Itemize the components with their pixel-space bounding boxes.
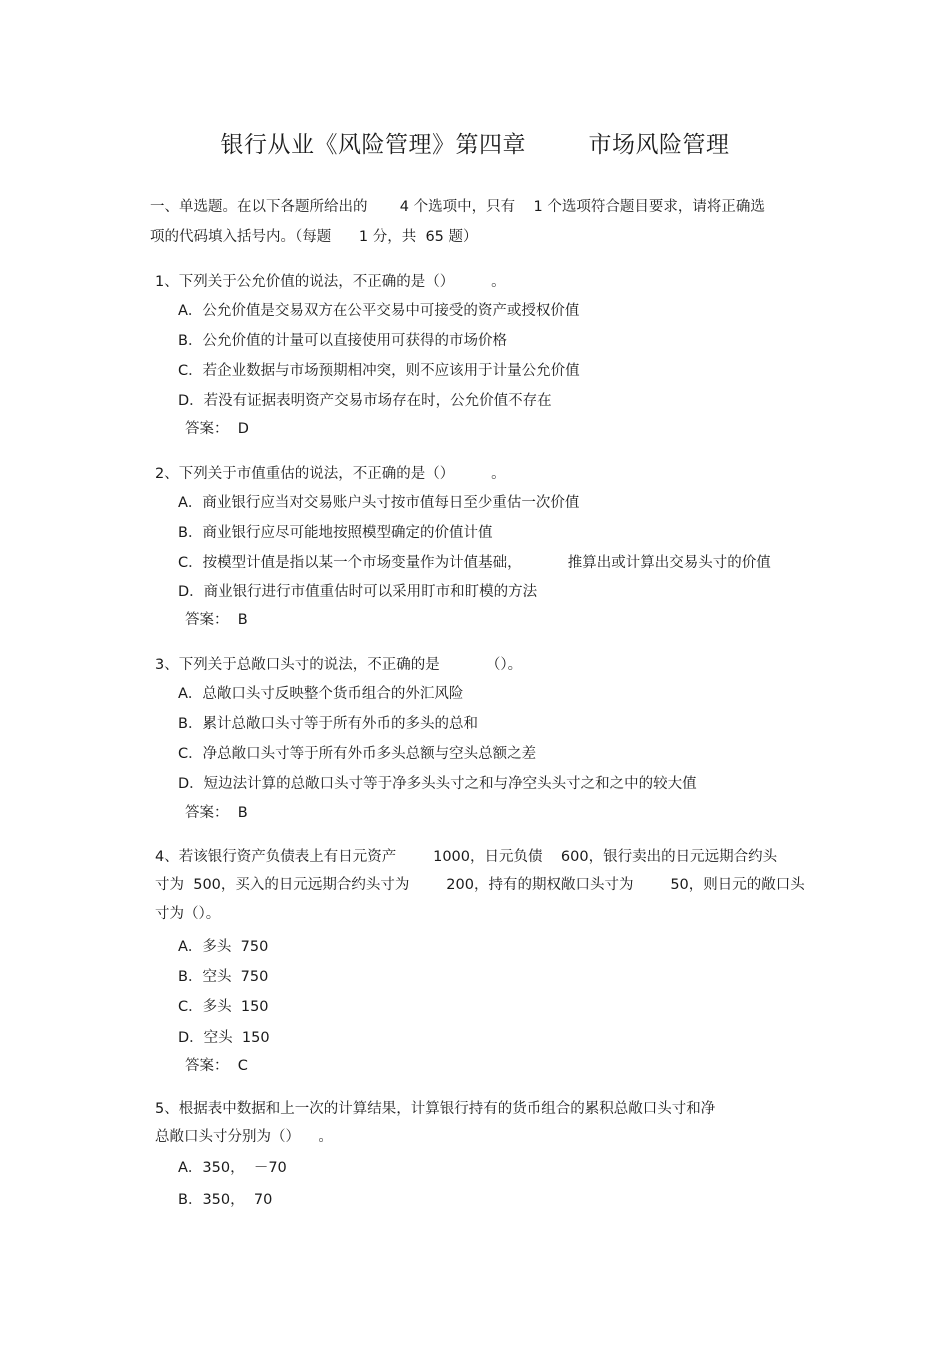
question-4-option-a: A．多头 750 [178, 939, 269, 955]
question-5-option-a: A．350， －70 [178, 1160, 287, 1176]
question-2-option-a: A．商业银行应当对交易账户头寸按市值每日至少重估一次价值 [178, 495, 580, 511]
question-3-option-a: A．总敞口头寸反映整个货币组合的外汇风险 [178, 686, 464, 702]
question-2-option-c: C．按模型计值是指以某一个市场变量作为计值基础， 推算出或计算出交易头寸的价值 [178, 555, 771, 571]
intro-line-1: 一、单选题。在以下各题所给出的 4 个选项中，只有 1 个选项符合题目要求，请将正确选 [150, 199, 765, 215]
question-1-option-c: C．若企业数据与市场预期相冲突，则不应该用于计量公允价值 [178, 363, 580, 379]
document-title: 银行从业《风险管理》第四章 市场风险管理 [220, 132, 730, 158]
question-3-stem: 3、下列关于总敞口头寸的说法，不正确的是 （）。 [155, 657, 523, 673]
question-4-stem-line-2: 寸为 500，买入的日元远期合约头寸为 200，持有的期权敞口头寸为 50，则日元的敞口头 [155, 877, 805, 893]
question-2-option-b: B．商业银行应尽可能地按照模型确定的价值计值 [178, 525, 493, 541]
question-5-stem-line-2: 总敞口头寸分别为（） 。 [155, 1129, 333, 1145]
question-1-stem: 1、下列关于公允价值的说法，不正确的是（） 。 [155, 274, 506, 290]
question-4-answer: 答案： C [185, 1058, 248, 1074]
question-1-option-a: A．公允价值是交易双方在公平交易中可接受的资产或授权价值 [178, 303, 580, 319]
question-2-answer: 答案： B [185, 612, 248, 628]
intro-line-2: 项的代码填入括号内。（每题 1 分，共 65 题） [150, 229, 478, 245]
question-2-option-d: D．商业银行进行市值重估时可以采用盯市和盯模的方法 [178, 584, 538, 600]
question-5-option-b: B．350， 70 [178, 1192, 273, 1208]
question-5-stem-line-1: 5、根据表中数据和上一次的计算结果，计算银行持有的货币组合的累积总敞口头寸和净 [155, 1101, 716, 1117]
question-4-option-b: B．空头 750 [178, 969, 269, 985]
question-1-option-d: D．若没有证据表明资产交易市场存在时，公允价值不存在 [178, 393, 552, 409]
question-4-option-d: D．空头 150 [178, 1030, 270, 1046]
question-1-answer: 答案： D [185, 421, 249, 437]
question-3-option-b: B．累计总敞口头寸等于所有外币的多头的总和 [178, 716, 478, 732]
question-1-option-b: B．公允价值的计量可以直接使用可获得的市场价格 [178, 333, 507, 349]
question-4-option-c: C．多头 150 [178, 999, 269, 1015]
question-2-stem: 2、下列关于市值重估的说法，不正确的是（） 。 [155, 466, 506, 482]
question-3-answer: 答案： B [185, 805, 248, 821]
question-3-option-d: D．短边法计算的总敞口头寸等于净多头头寸之和与净空头头寸之和之中的较大值 [178, 776, 697, 792]
question-4-stem-line-3: 寸为（）。 [155, 906, 221, 922]
question-4-stem-line-1: 4、若该银行资产负债表上有日元资产 1000，日元负债 600，银行卖出的日元远期合约头 [155, 849, 778, 865]
question-3-option-c: C．净总敞口头寸等于所有外币多头总额与空头总额之差 [178, 746, 537, 762]
